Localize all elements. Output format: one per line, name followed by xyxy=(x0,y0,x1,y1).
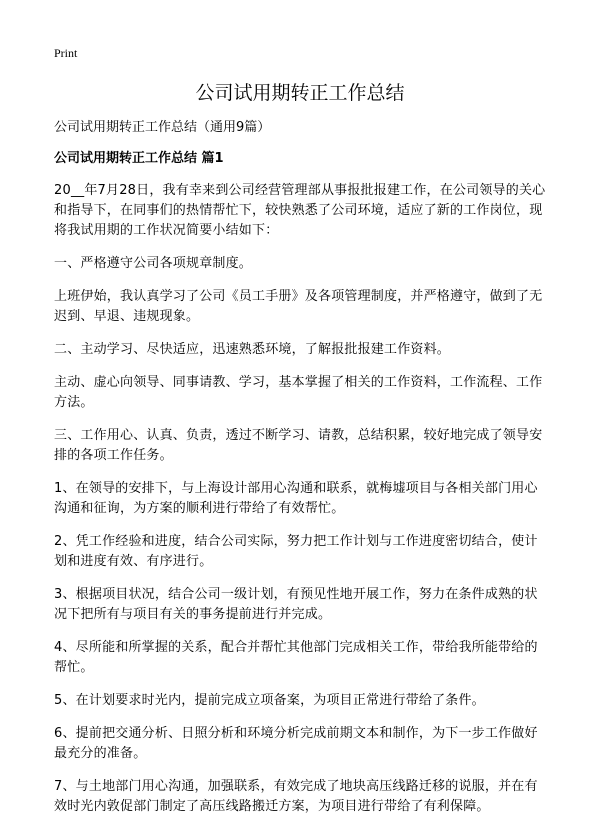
list-item-7: 7、与土地部门用心沟通，加强联系，有效完成了地块高压线路迁移的说服，并在有效时光内敦促部门制定了高压线路搬迁方案，为项目进行带给了有利保障。 xyxy=(54,779,538,814)
paragraph-intro: 20__年7月28日，我有幸来到公司经营管理部从事报批报建工作，在公司领导的关心和指导下，在同事们的热情帮忙下，较快熟悉了公司环境，适应了新的工作岗位，现将我试用期的工作状况简要小结如下： xyxy=(54,183,546,238)
list-item-4: 4、尽所能和所掌握的关系，配合并帮忙其他部门完成相关工作，带给我所能带给的帮忙。 xyxy=(54,640,538,675)
paragraph-heading-3: 三、工作用心、认真、负责，透过不断学习、请教，总结积累，较好地完成了领导安排的各项工作任务。 xyxy=(54,428,543,463)
list-item-6: 6、提前把交通分析、日照分析和环境分析完成前期文本和制作，为下一步工作做好最充分的准备。 xyxy=(54,726,538,761)
section-heading: 公司试用期转正工作总结 篇1 xyxy=(54,151,224,166)
document-subtitle: 公司试用期转正工作总结（通用9篇） xyxy=(54,120,271,135)
paragraph-heading-2: 二、主动学习、尽快适应，迅速熟悉环境，了解报批报建工作资料。 xyxy=(54,342,451,357)
print-label: Print xyxy=(54,46,78,60)
paragraph-heading-1: 一、严格遵守公司各项规章制度。 xyxy=(54,256,253,271)
paragraph: 上班伊始，我认真学习了公司《员工手册》及各项管理制度，并严格遵守，做到了无迟到、早退、违规现象。 xyxy=(54,289,543,324)
body-text xyxy=(54,181,550,830)
list-item-3: 3、根据项目状况，结合公司一级计划，有预见性地开展工作，努力在条件成熟的状况下把所有与项目有关的事务提前进行并完成。 xyxy=(54,587,538,622)
list-item-5: 5、在计划要求时光内，提前完成立项备案，为项目正常进行带给了条件。 xyxy=(54,693,485,708)
paragraph: 主动、虚心向领导、同事请教、学习，基本掌握了相关的工作资料，工作流程、工作方法。 xyxy=(54,375,543,410)
list-item-2: 2、凭工作经验和进度，结合公司实际，努力把工作计划与工作进度密切结合，使计划和进度有效、有序进行。 xyxy=(54,534,538,569)
list-item-1: 1、在领导的安排下，与上海设计部用心沟通和联系，就梅墟项目与各相关部门用心沟通和征询，为方案的顺利进行带给了有效帮忙。 xyxy=(54,481,538,516)
document-title: 公司试用期转正工作总结 xyxy=(195,82,405,104)
